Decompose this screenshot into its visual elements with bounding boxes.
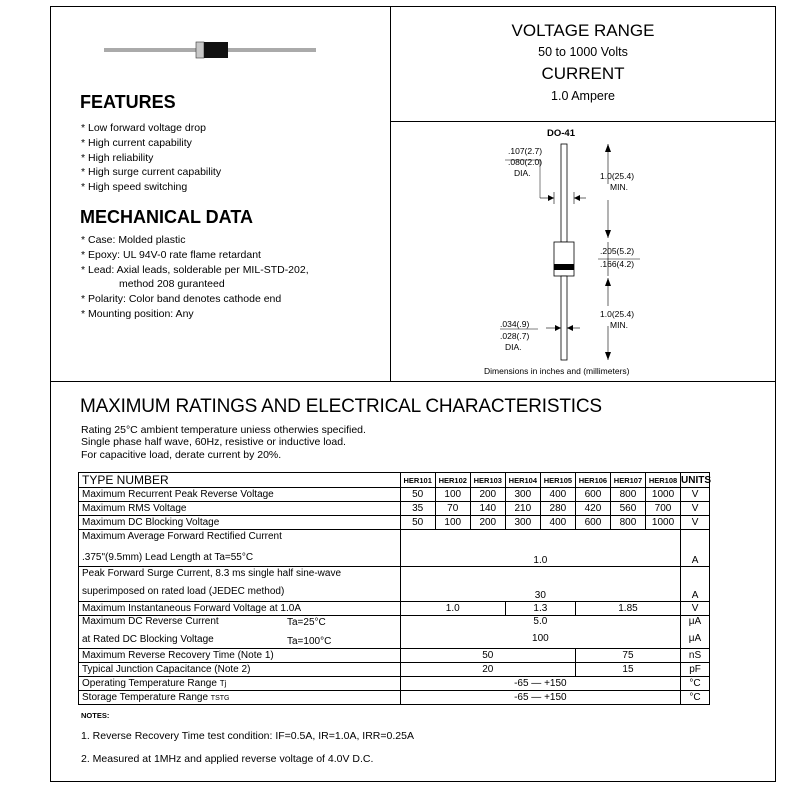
- table-cell: 800: [610, 516, 645, 530]
- unit-cell: nS: [681, 649, 710, 663]
- mechanical-title: MECHANICAL DATA: [80, 207, 253, 227]
- part-header: HER105: [540, 473, 575, 488]
- table-row: [79, 677, 710, 691]
- table-cell: 140: [470, 502, 505, 516]
- table-cell: 100: [435, 516, 470, 530]
- table-row: [79, 516, 710, 530]
- features-list: [81, 121, 221, 195]
- param-label-line: Maximum Average Forward Rectified Current: [82, 531, 282, 542]
- param-label-line: Peak Forward Surge Current, 8.3 ms single half sine-wave: [82, 568, 342, 579]
- table-cell: 1.0: [400, 602, 505, 616]
- ratings-table: [78, 472, 710, 705]
- table-cell: -65 — +150: [400, 691, 680, 705]
- body-length-min: .166(4.2): [600, 259, 635, 269]
- rating-line: For capacitive load, derate current by 20%.: [81, 448, 282, 461]
- param-label: [79, 691, 401, 705]
- value: 5.0: [533, 616, 548, 627]
- unit-cell: V: [681, 516, 710, 530]
- unit-cell: pF: [681, 663, 710, 677]
- table-cell: 210: [505, 502, 540, 516]
- notes-title: NOTES:: [81, 711, 110, 720]
- ratings-title: MAXIMUM RATINGS AND ELECTRICAL CHARACTERISTICS: [80, 396, 602, 417]
- part-header: HER107: [610, 473, 645, 488]
- unit: μA: [688, 616, 702, 627]
- lead-dia-max: .107(2.7): [508, 146, 543, 156]
- rating-line: Rating 25°C ambient temperature uniess otherwies specified.: [81, 424, 366, 436]
- unit-cell: V: [681, 602, 710, 616]
- unit: μA: [688, 633, 702, 644]
- mechanical-item: * Mounting position: Any: [81, 307, 194, 320]
- mechanical-item: * Lead: Axial leads, solderable per MIL-STD-202,: [81, 263, 309, 276]
- symbol: Tj: [219, 679, 227, 688]
- condition: Ta=100°C: [287, 636, 332, 647]
- param-label: [79, 677, 401, 691]
- param-label: Maximum Recurrent Peak Reverse Voltage: [79, 488, 401, 502]
- table-cell: -65 — +150: [400, 677, 680, 691]
- param-label: [79, 530, 401, 567]
- lead-length-top: 1.0(25.4): [600, 171, 635, 181]
- table-cell: 50: [400, 516, 435, 530]
- table-row: [79, 530, 710, 567]
- table-row: [79, 663, 710, 677]
- param-label: Maximum RMS Voltage: [79, 502, 401, 516]
- label-text: Storage Temperature Range: [82, 692, 209, 703]
- table-cell: 1000: [646, 488, 681, 502]
- part-header: HER108: [646, 473, 681, 488]
- param-label: [79, 567, 401, 602]
- param-label-line: .375"(9.5mm) Lead Length at Ta=55°C: [82, 552, 254, 563]
- table-row: [79, 488, 710, 502]
- body-length-max: .205(5.2): [600, 246, 635, 256]
- table-cell: 1.85: [575, 602, 680, 616]
- table-cell: 300: [505, 488, 540, 502]
- param-label-line: Maximum DC Reverse Current: [82, 616, 219, 627]
- current-title: CURRENT: [541, 64, 625, 83]
- unit-cell: V: [681, 502, 710, 516]
- mechanical-item: * Polarity: Color band denotes cathode end: [81, 293, 282, 306]
- part-header: HER104: [505, 473, 540, 488]
- table-cell: 400: [540, 488, 575, 502]
- value: 100: [532, 633, 549, 644]
- table-cell: 200: [470, 488, 505, 502]
- param-label-line: superimposed on rated load (JEDEC method): [82, 586, 285, 597]
- param-label-line: at Rated DC Blocking Voltage: [82, 634, 214, 645]
- table-cell: 200: [470, 516, 505, 530]
- table-row: [79, 502, 710, 516]
- table-cell: 560: [610, 502, 645, 516]
- unit-cell: [681, 616, 710, 649]
- table-cell: 50: [400, 488, 435, 502]
- unit-cell: °C: [681, 691, 710, 705]
- feature-item: * Low forward voltage drop: [81, 122, 206, 134]
- param-label: Maximum Reverse Recovery Time (Note 1): [79, 649, 401, 663]
- lead-length-bottom-min: MIN.: [610, 320, 628, 330]
- type-number-header: TYPE NUMBER: [79, 473, 401, 488]
- lead-length-top-min: MIN.: [610, 182, 628, 192]
- current-value: 1.0 Ampere: [551, 89, 615, 103]
- table-cell: [400, 567, 680, 602]
- table-cell: 75: [575, 649, 680, 663]
- table-cell: 400: [540, 516, 575, 530]
- mechanical-list: [81, 233, 309, 322]
- part-header: HER106: [575, 473, 610, 488]
- table-cell: 600: [575, 516, 610, 530]
- table-cell: 420: [575, 502, 610, 516]
- table-cell: 35: [400, 502, 435, 516]
- range-divider: [390, 121, 776, 122]
- table-cell: 70: [435, 502, 470, 516]
- symbol: TSTG: [210, 695, 230, 702]
- table-cell: [400, 530, 680, 567]
- voltage-range-value: 50 to 1000 Volts: [538, 45, 628, 59]
- features-title: FEATURES: [80, 92, 176, 112]
- feature-item: * High reliability: [81, 151, 154, 164]
- wire-dia-label: DIA.: [505, 342, 522, 352]
- table-cell: 280: [540, 502, 575, 516]
- feature-item: * High surge current capability: [81, 166, 222, 179]
- value: 1.0: [533, 555, 548, 566]
- note-1: 1. Reverse Recovery Time test condition: IF=0.5A, IR=1.0A, IRR=0.25A: [81, 730, 414, 742]
- part-header: HER103: [470, 473, 505, 488]
- param-label: Maximum Instantaneous Forward Voltage at 1.0A: [79, 602, 401, 616]
- table-header-row: [79, 473, 710, 488]
- table-cell: 100: [435, 488, 470, 502]
- rating-line: Single phase half wave, 60Hz, resistive or inductive load.: [81, 436, 346, 449]
- table-cell: 15: [575, 663, 680, 677]
- lead-length-bottom: 1.0(25.4): [600, 309, 635, 319]
- section-divider: [50, 381, 776, 382]
- param-label: Maximum DC Blocking Voltage: [79, 516, 401, 530]
- unit-cell: A: [681, 530, 710, 567]
- range-header: [390, 20, 776, 107]
- lead-dia-min: .080(2.0): [508, 157, 543, 167]
- table-row: [79, 691, 710, 705]
- table-cell: 600: [575, 488, 610, 502]
- part-header: HER101: [400, 473, 435, 488]
- table-row: [79, 649, 710, 663]
- table-row: [79, 616, 710, 649]
- note-2: 2. Measured at 1MHz and applied reverse voltage of 4.0V D.C.: [81, 753, 374, 765]
- voltage-range-title: VOLTAGE RANGE: [511, 21, 655, 40]
- mechanical-item: * Case: Molded plastic: [81, 234, 186, 246]
- unit-cell: A: [681, 567, 710, 602]
- part-header: HER102: [435, 473, 470, 488]
- table-cell: 20: [400, 663, 575, 677]
- wire-dia-max: .034(.9): [500, 319, 530, 329]
- feature-item: * High speed switching: [81, 181, 188, 194]
- table-row: [79, 567, 710, 602]
- table-cell: 800: [610, 488, 645, 502]
- table-cell: 700: [646, 502, 681, 516]
- package-name: DO-41: [547, 128, 575, 139]
- table-cell: [400, 616, 680, 649]
- table-cell: 300: [505, 516, 540, 530]
- diode-image: [100, 40, 320, 60]
- wire-dia-min: .028(.7): [500, 331, 530, 341]
- table-cell: 1.3: [505, 602, 575, 616]
- unit-cell: °C: [681, 677, 710, 691]
- feature-item: * High current capability: [81, 136, 192, 149]
- table-row: [79, 602, 710, 616]
- units-header: UNITS: [681, 474, 712, 486]
- label-text: Operating Temperature Range: [82, 678, 217, 689]
- dimensions-caption: Dimensions in inches and (millimeters): [484, 366, 630, 376]
- unit-cell: V: [681, 488, 710, 502]
- value: 30: [534, 590, 546, 601]
- mechanical-item: method 208 guranteed: [119, 278, 225, 291]
- mechanical-item: * Epoxy: UL 94V-0 rate flame retardant: [81, 248, 261, 261]
- condition: Ta=25°C: [287, 617, 326, 628]
- ratings-conditions: [81, 424, 366, 461]
- param-label: Typical Junction Capacitance (Note 2): [79, 663, 401, 677]
- param-label: [79, 616, 401, 649]
- table-cell: 50: [400, 649, 575, 663]
- table-cell: 1000: [646, 516, 681, 530]
- lead-dia-label: DIA.: [514, 168, 531, 178]
